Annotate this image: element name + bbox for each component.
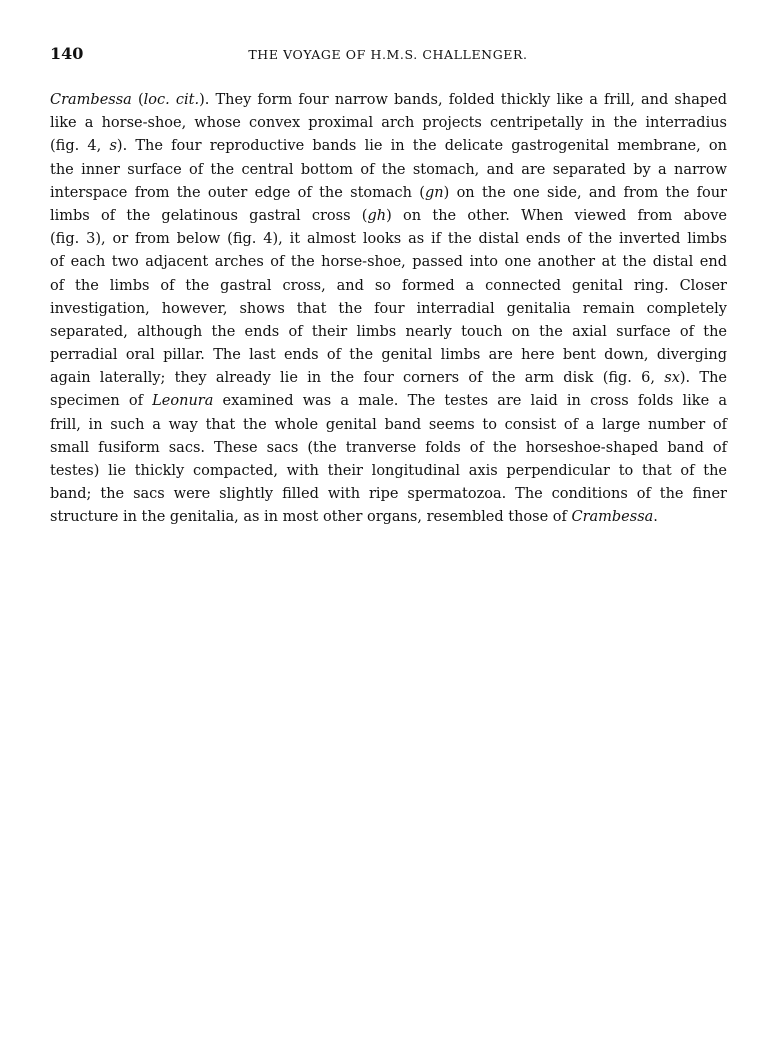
text-line bbox=[50, 298, 727, 321]
italic-term: loc. cit. bbox=[143, 92, 200, 108]
text-segment: small fusiform sacs. These sacs (the tranverse folds of the horseshoe-shaped band of bbox=[50, 439, 727, 456]
text-line bbox=[50, 89, 727, 112]
italic-term: Leonura bbox=[152, 393, 214, 410]
text-segment: ) on the other. When viewed from above bbox=[386, 207, 728, 224]
text-segment: . bbox=[653, 509, 658, 526]
text-line bbox=[50, 251, 727, 274]
text-segment: ( bbox=[131, 92, 144, 108]
text-segment: limbs of the gelatinous gastral cross ( bbox=[50, 207, 368, 224]
italic-term: gh bbox=[367, 207, 387, 224]
text-line bbox=[50, 228, 727, 251]
text-segment: structure in the genitalia, as in most other organs, resembled those of bbox=[50, 509, 572, 526]
text-segment: examined was a male. The testes are laid in cross folds like a bbox=[213, 393, 727, 410]
text-segment: like a horse-shoe, whose convex proximal arch projects centripetally in the interradius bbox=[50, 115, 727, 132]
italic-term: s bbox=[109, 138, 117, 155]
text-line bbox=[50, 205, 727, 228]
running-title: THE VOYAGE OF H.M.S. CHALLENGER. bbox=[248, 47, 528, 62]
text-segment: band; the sacs were slightly filled with ripe spermatozoa. The conditions of the finer bbox=[50, 486, 727, 503]
text-line bbox=[50, 367, 727, 390]
text-segment: interspace from the outer edge of the stomach ( bbox=[50, 184, 425, 201]
text-line bbox=[50, 344, 727, 367]
italic-term: Crambessa bbox=[50, 92, 132, 108]
text-segment: investigation, however, shows that the four interradial genitalia remain completely bbox=[50, 300, 727, 317]
text-segment: specimen of bbox=[50, 393, 153, 410]
text-segment: testes) lie thickly compacted, with their longitudinal axis perpendicular to that of the bbox=[50, 463, 727, 479]
text-segment: (fig. 4, bbox=[50, 138, 110, 155]
text-line bbox=[50, 437, 727, 460]
text-segment: of the limbs of the gastral cross, and so formed a connected genital ring. Closer bbox=[50, 277, 727, 294]
text-line bbox=[50, 460, 727, 483]
italic-term: Crambessa bbox=[571, 509, 654, 526]
page-header bbox=[50, 44, 726, 66]
text-line bbox=[50, 159, 727, 182]
text-line bbox=[50, 506, 727, 529]
text-segment: perradial oral pillar. The last ends of the genital limbs are here bent down, diverging bbox=[50, 347, 727, 364]
text-segment: ). The four reproductive bands lie in the delicate gastrogenital membrane, on bbox=[116, 138, 728, 155]
text-segment: ). They form four narrow bands, folded thickly like a frill, and shaped bbox=[199, 92, 727, 108]
body-paragraph bbox=[50, 89, 727, 530]
text-segment: the inner surface of the central bottom of the stomach, and are separated by a narrow bbox=[50, 161, 727, 178]
text-segment: frill, in such a way that the whole genital band seems to consist of a large number of bbox=[50, 416, 727, 433]
text-line bbox=[50, 182, 727, 205]
text-line bbox=[50, 321, 727, 344]
text-line bbox=[50, 483, 727, 506]
italic-term: gn bbox=[424, 184, 444, 201]
text-segment: again laterally; they already lie in the four corners of the arm disk (fig. 6, bbox=[50, 370, 665, 387]
text-segment: (fig. 3), or from below (fig. 4), it almost looks as if the distal ends of the inverted limbs bbox=[50, 231, 727, 248]
text-segment: ) on the one side, and from the four bbox=[443, 184, 727, 201]
text-segment: ). The bbox=[679, 370, 728, 387]
text-line bbox=[50, 112, 727, 135]
text-segment: separated, although the ends of their limbs nearly touch on the axial surface of the bbox=[50, 323, 727, 340]
text-line bbox=[50, 390, 727, 413]
text-segment: of each two adjacent arches of the horse-shoe, passed into one another at the distal end bbox=[50, 254, 727, 271]
text-line bbox=[50, 135, 727, 158]
text-line bbox=[50, 414, 727, 437]
text-line bbox=[50, 275, 727, 298]
page-number: 140 bbox=[50, 44, 84, 63]
italic-term: sx bbox=[664, 370, 680, 387]
